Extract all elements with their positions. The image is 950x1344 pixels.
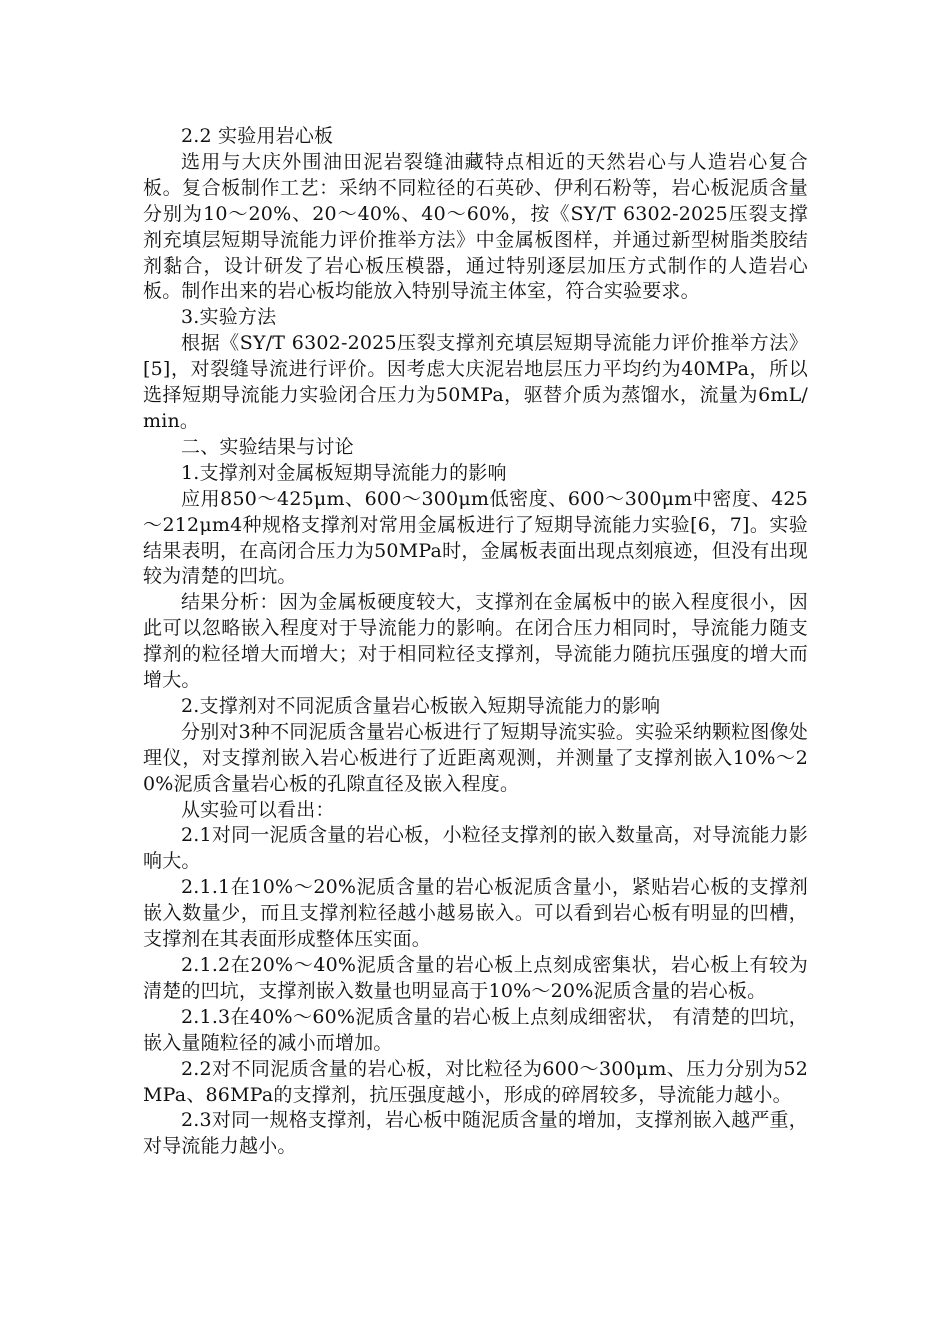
paragraph-observations-intro: 从实验可以看出： bbox=[181, 798, 335, 821]
finding-2-1-1: 2.1.1在10%～20%泥质含量的岩心板泥质含量小，紧贴岩心板的支撑剂嵌入数量少，而且支撑剂粒径越小越易嵌入。可以看到岩心板有明显的凹槽，支撑剂在其表面形成整体压实面。 bbox=[143, 876, 808, 951]
paragraph-metal-plate-experiment: 应用850～425μm、600～300μm低密度、600～300μm中密度、425～212μm4种规格支撑剂对常用金属板进行了短期导流能力实验[6，7]。实验结果表明，在高闭合压力为50MPa时，金属板表面出现点刻痕迹，但没有出现较为清楚的凹坑。 bbox=[143, 487, 808, 588]
document-body bbox=[143, 124, 808, 1160]
paragraph-result-analysis: 结果分析：因为金属板硬度较大，支撑剂在金属板中的嵌入程度很小，因此可以忽略嵌入程度对于导流能力的影响。在闭合压力相同时，导流能力随支撑剂的粒径增大而增大；对于相同粒径支撑剂，导流能力随抗压强度的增大而增大。 bbox=[143, 591, 808, 692]
subheading-metal-plate-conductivity: 1.支撑剂对金属板短期导流能力的影响 bbox=[181, 461, 507, 484]
paragraph-experiment-method: 根据《SY/T 6302-2025压裂支撑剂充填层短期导流能力评价推举方法》[5]，对裂缝导流进行评价。因考虑大庆泥岩地层压力平均约为40MPa，所以选择短期导流能力实验闭合压力为50MPa，驱替介质为蒸馏水，流量为6mL/min。 bbox=[143, 332, 808, 432]
finding-2-3: 2.3对同一规格支撑剂，岩心板中随泥质含量的增加，支撑剂嵌入越严重，对导流能力越小。 bbox=[143, 1109, 808, 1158]
paragraph-core-plate-description: 选用与大庆外围油田泥岩裂缝油藏特点相近的天然岩心与人造岩心复合板。复合板制作工艺：采纳不同粒径的石英砂、伊利石粉等，岩心板泥质含量分别为10～20%、20～40%、40～60%，按《SY/T 6302-2025压裂支撑剂充填层短期导流能力评价推举方法》中金属板图样，并通过新型树脂类胶结剂黏合，设计研发了岩心板压模器，通过特别逐层加压方式制作的人造岩心板。制作出来的岩心板均能放入特别导流主体室，符合实验要求。 bbox=[143, 150, 808, 303]
subheading-core-plate-embedding: 2.支撑剂对不同泥质含量岩心板嵌入短期导流能力的影响 bbox=[181, 694, 661, 717]
finding-2-1-3: 2.1.3在40%～60%泥质含量的岩心板上点刻成细密状， 有清楚的凹坑，嵌入量随粒径的减小而增加。 bbox=[143, 1005, 808, 1054]
section-heading-experiment-method: 3.实验方法 bbox=[181, 306, 277, 329]
finding-2-1-2: 2.1.2在20%～40%泥质含量的岩心板上点刻成密集状，岩心板上有较为清楚的凹坑，支撑剂嵌入数量也明显高于10%～20%泥质含量的岩心板。 bbox=[143, 954, 808, 1002]
section-heading-results-discussion: 二、实验结果与讨论 bbox=[181, 435, 354, 458]
paragraph-core-plate-experiment: 分别对3种不同泥质含量岩心板进行了短期导流实验。实验采纳颗粒图像处理仪，对支撑剂嵌入岩心板进行了近距离观测，并测量了支撑剂嵌入10%～20%泥质含量岩心板的孔隙直径及嵌入程度。 bbox=[143, 720, 808, 795]
section-heading-core-plate: 2.2 实验用岩心板 bbox=[181, 125, 334, 147]
finding-2-2: 2.2对不同泥质含量的岩心板，对比粒径为600～300μm、压力分别为52MPa、86MPa的支撑剂，抗压强度越小，形成的碎屑较多，导流能力越小。 bbox=[143, 1057, 808, 1106]
finding-2-1: 2.1对同一泥质含量的岩心板，小粒径支撑剂的嵌入数量高，对导流能力影响大。 bbox=[143, 824, 808, 873]
